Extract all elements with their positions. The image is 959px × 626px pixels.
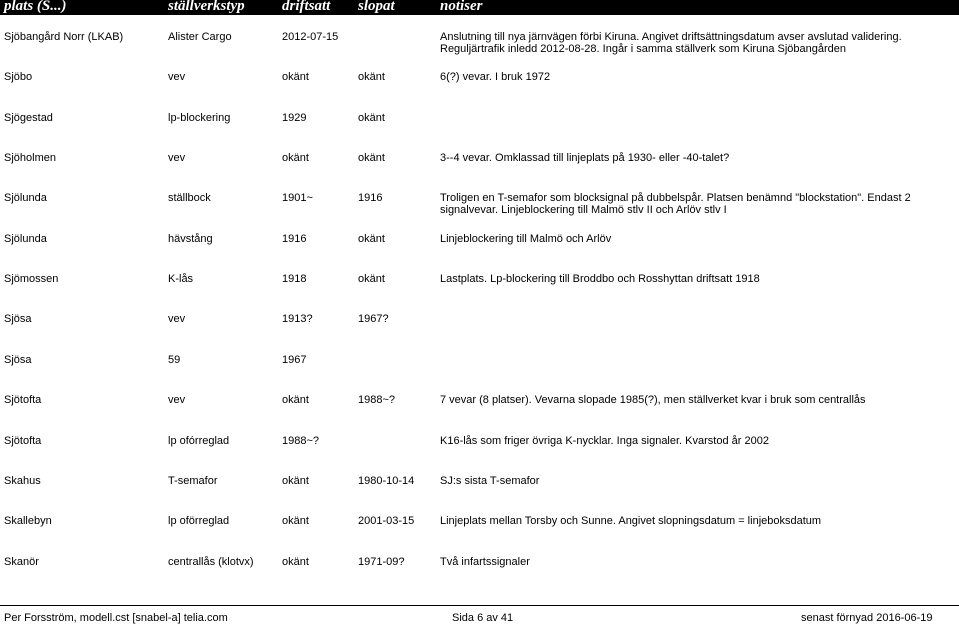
header-stallverkstyp: ställverkstyp [168, 0, 245, 14]
cell-stallverkstyp: lp oförreglad [168, 515, 230, 527]
cell-plats: Sjögestad [4, 112, 53, 124]
cell-driftsatt: 2012-07-15 [282, 31, 339, 43]
cell-stallverkstyp: ställbock [168, 192, 211, 204]
cell-slopat: 1967? [358, 313, 389, 325]
header-slopat: slopat [358, 0, 395, 14]
cell-notiser: Två infartssignaler [440, 556, 530, 568]
cell-notiser: Lastplats. Lp-blockering till Broddbo och Rosshyttan driftsatt 1918 [440, 273, 760, 285]
cell-stallverkstyp: vev [168, 394, 186, 406]
header-driftsatt: driftsatt [282, 0, 331, 14]
cell-driftsatt: 1988~? [282, 435, 320, 447]
cell-stallverkstyp: Alister Cargo [168, 31, 232, 43]
cell-stallverkstyp: vev [168, 71, 186, 83]
cell-plats: Sjömossen [4, 273, 59, 285]
cell-notiser: Anslutning till nya järnvägen förbi Kiruna. Angivet driftsättningsdatum avser avslutad validering. Reguljärtrafik inledd 2012-08-28. Ingår i samma ställverk som Kiruna Sjöbangården [440, 31, 902, 55]
cell-stallverkstyp: K-lås [168, 273, 194, 285]
cell-notiser: 7 vevar (8 platser). Vevarna slopade 1985(?), men ställverket kvar i bruk som centrallås [440, 394, 866, 406]
footer-page-number: Sida 6 av 41 [452, 612, 514, 624]
cell-notiser: 6(?) vevar. I bruk 1972 [440, 71, 551, 83]
cell-slopat: okänt [358, 233, 385, 245]
cell-driftsatt: okänt [282, 71, 309, 83]
cell-stallverkstyp: vev [168, 313, 186, 325]
cell-slopat: 2001-03-15 [358, 515, 415, 527]
cell-slopat: okänt [358, 152, 385, 164]
cell-slopat: 1916 [358, 192, 383, 204]
cell-driftsatt: 1916 [282, 233, 307, 245]
cell-plats: Skanör [4, 556, 39, 568]
cell-notiser: Linjeplats mellan Torsby och Sunne. Angivet slopningsdatum = linjeboksdatum [440, 515, 822, 527]
cell-plats: Skallebyn [4, 515, 52, 527]
cell-driftsatt: 1913? [282, 313, 313, 325]
cell-plats: Skahus [4, 475, 41, 487]
header-plats: plats (S...) [4, 0, 67, 14]
cell-driftsatt: okänt [282, 515, 309, 527]
header-notiser: notiser [440, 0, 483, 14]
cell-driftsatt: 1901~ [282, 192, 313, 204]
cell-slopat: okänt [358, 71, 385, 83]
cell-driftsatt: okänt [282, 152, 309, 164]
cell-slopat: okänt [358, 112, 385, 124]
cell-stallverkstyp: hävstång [168, 233, 213, 245]
cell-driftsatt: 1967 [282, 354, 307, 366]
cell-slopat: okänt [358, 273, 385, 285]
cell-driftsatt: okänt [282, 475, 309, 487]
cell-notiser: SJ:s sista T-semafor [440, 475, 540, 487]
cell-plats: Sjölunda [4, 233, 47, 245]
cell-driftsatt: 1929 [282, 112, 307, 124]
cell-driftsatt: okänt [282, 556, 309, 568]
cell-plats: Sjöbo [4, 71, 33, 83]
cell-plats: Sjösa [4, 354, 32, 366]
cell-stallverkstyp: lp ofórreglad [168, 435, 230, 447]
cell-plats: Sjöbangård Norr (LKAB) [4, 31, 124, 43]
cell-notiser: Troligen en T-semafor som blocksignal på dubbelspår. Platsen benämnd "blockstation". Endast 2 signalvevar. Linjeblockering till Malmö stlv II och Arlöv stlv I [440, 192, 911, 216]
cell-plats: Sjötofta [4, 435, 42, 447]
cell-plats: Sjölunda [4, 192, 47, 204]
cell-stallverkstyp: 59 [168, 354, 181, 366]
cell-notiser: K16-lås som friger övriga K-nycklar. Inga signaler. Kvarstod år 2002 [440, 435, 769, 447]
cell-stallverkstyp: lp-blockering [168, 112, 231, 124]
cell-slopat: 1980-10-14 [358, 475, 415, 487]
footer-updated: senast förnyad 2016-06-19 [801, 612, 933, 624]
cell-notiser: 3--4 vevar. Omklassad till linjeplats på 1930- eller -40-talet? [440, 152, 730, 164]
cell-slopat: 1971-09? [358, 556, 405, 568]
cell-plats: Sjötofta [4, 394, 42, 406]
table-header [0, 0, 959, 15]
cell-driftsatt: 1918 [282, 273, 307, 285]
cell-plats: Sjöholmen [4, 152, 56, 164]
cell-plats: Sjösa [4, 313, 32, 325]
cell-driftsatt: okänt [282, 394, 309, 406]
cell-stallverkstyp: T-semafor [168, 475, 218, 487]
cell-slopat: 1988~? [358, 394, 396, 406]
cell-stallverkstyp: vev [168, 152, 186, 164]
footer-divider [0, 605, 959, 606]
cell-notiser: Linjeblockering till Malmö och Arlöv [440, 233, 612, 245]
footer-author: Per Forsström, modell.cst [snabel-a] telia.com [4, 612, 228, 624]
cell-stallverkstyp: centrallås (klotvx) [168, 556, 254, 568]
